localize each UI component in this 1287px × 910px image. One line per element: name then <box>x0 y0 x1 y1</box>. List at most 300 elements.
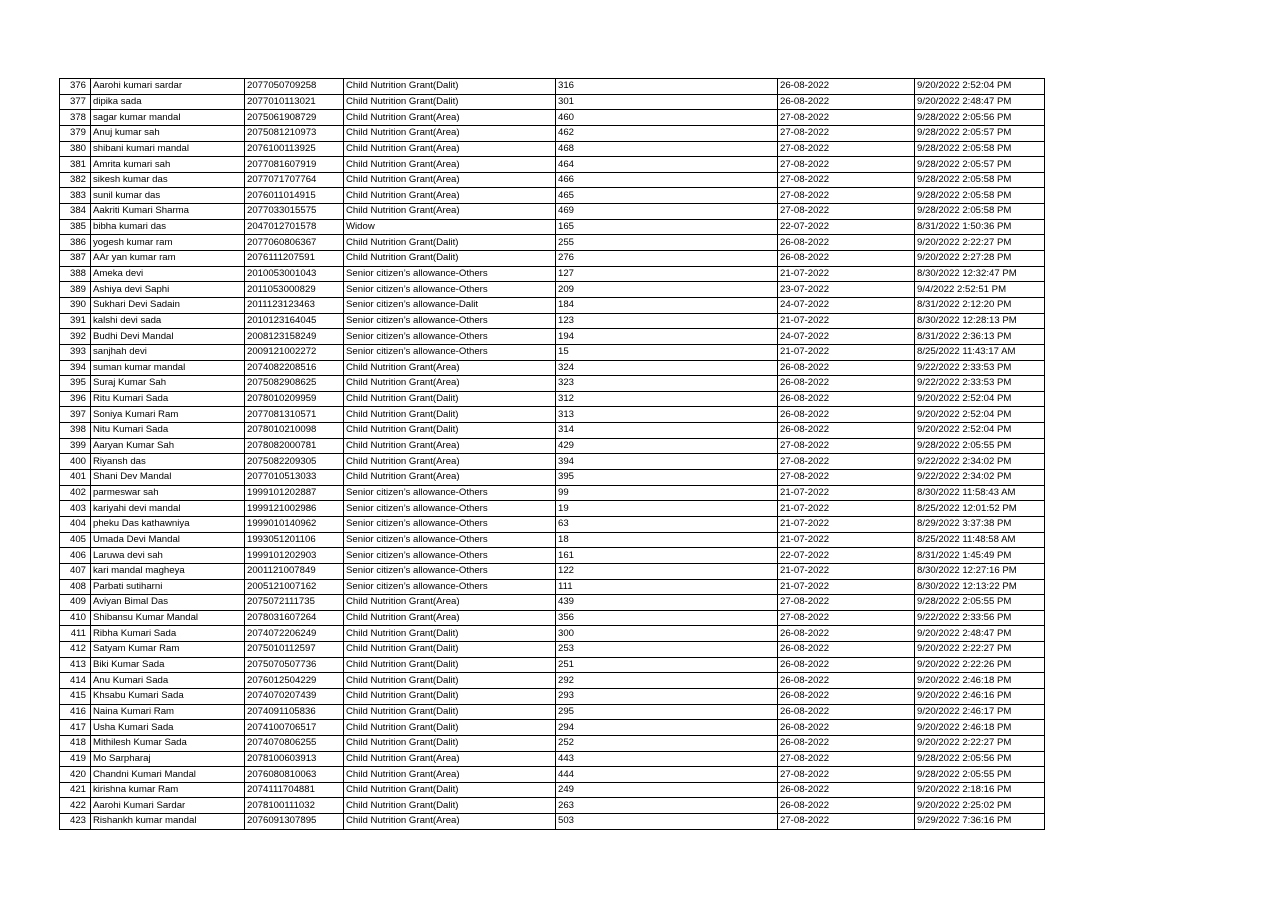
allowance-type-cell: Child Nutrition Grant(Area) <box>344 610 556 626</box>
table-row <box>60 532 1045 548</box>
code-cell: 312 <box>556 391 778 407</box>
name-cell: Ashiya devi Saphi <box>91 282 245 298</box>
serial-number-cell: 392 <box>60 329 91 345</box>
allowance-type-cell: Child Nutrition Grant(Dalit) <box>344 391 556 407</box>
serial-number-cell: 404 <box>60 516 91 532</box>
id-number-cell: 2077050709258 <box>245 79 344 95</box>
date-cell: 21-07-2022 <box>778 501 915 517</box>
allowance-type-cell: Child Nutrition Grant(Area) <box>344 360 556 376</box>
id-number-cell: 2078010209959 <box>245 391 344 407</box>
name-cell: dipika sada <box>91 94 245 110</box>
date-cell: 26-08-2022 <box>778 235 915 251</box>
name-cell: Sukhari Devi Sadain <box>91 297 245 313</box>
allowance-type-cell: Child Nutrition Grant(Area) <box>344 751 556 767</box>
allowance-type-cell: Child Nutrition Grant(Area) <box>344 204 556 220</box>
name-cell: Ribha Kumari Sada <box>91 626 245 642</box>
timestamp-cell: 9/28/2022 2:05:57 PM <box>915 125 1045 141</box>
name-cell: sanjhah devi <box>91 344 245 360</box>
serial-number-cell: 418 <box>60 735 91 751</box>
allowance-type-cell: Child Nutrition Grant(Area) <box>344 157 556 173</box>
table-row <box>60 251 1045 267</box>
id-number-cell: 2077010513033 <box>245 470 344 486</box>
serial-number-cell: 390 <box>60 297 91 313</box>
code-cell: 19 <box>556 501 778 517</box>
timestamp-cell: 9/20/2022 2:22:26 PM <box>915 657 1045 673</box>
allowance-type-cell: Child Nutrition Grant(Area) <box>344 438 556 454</box>
name-cell: sagar kumar mandal <box>91 110 245 126</box>
id-number-cell: 2078100111032 <box>245 798 344 814</box>
code-cell: 253 <box>556 642 778 658</box>
name-cell: Suraj Kumar Sah <box>91 376 245 392</box>
id-number-cell: 2075070507736 <box>245 657 344 673</box>
timestamp-cell: 8/31/2022 2:12:20 PM <box>915 297 1045 313</box>
id-number-cell: 2075082209305 <box>245 454 344 470</box>
name-cell: yogesh kumar ram <box>91 235 245 251</box>
code-cell: 249 <box>556 782 778 798</box>
id-number-cell: 2074070806255 <box>245 735 344 751</box>
code-cell: 293 <box>556 688 778 704</box>
code-cell: 394 <box>556 454 778 470</box>
date-cell: 26-08-2022 <box>778 735 915 751</box>
timestamp-cell: 9/20/2022 2:46:18 PM <box>915 720 1045 736</box>
name-cell: Anu Kumari Sada <box>91 673 245 689</box>
serial-number-cell: 406 <box>60 548 91 564</box>
allowance-type-cell: Child Nutrition Grant(Dalit) <box>344 720 556 736</box>
serial-number-cell: 405 <box>60 532 91 548</box>
table-row <box>60 282 1045 298</box>
timestamp-cell: 9/20/2022 2:46:16 PM <box>915 688 1045 704</box>
name-cell: kariyahi devi mandal <box>91 501 245 517</box>
allowance-type-cell: Child Nutrition Grant(Area) <box>344 172 556 188</box>
id-number-cell: 2008123158249 <box>245 329 344 345</box>
id-number-cell: 2075010112597 <box>245 642 344 658</box>
allowance-type-cell: Senior citizen’s allowance-Others <box>344 485 556 501</box>
code-cell: 295 <box>556 704 778 720</box>
allowance-type-cell: Child Nutrition Grant(Dalit) <box>344 673 556 689</box>
timestamp-cell: 9/22/2022 2:33:56 PM <box>915 610 1045 626</box>
allowance-type-cell: Child Nutrition Grant(Area) <box>344 110 556 126</box>
date-cell: 27-08-2022 <box>778 470 915 486</box>
allowance-type-cell: Child Nutrition Grant(Area) <box>344 767 556 783</box>
timestamp-cell: 9/20/2022 2:48:47 PM <box>915 626 1045 642</box>
allowance-type-cell: Senior citizen’s allowance-Others <box>344 579 556 595</box>
serial-number-cell: 380 <box>60 141 91 157</box>
timestamp-cell: 8/30/2022 12:32:47 PM <box>915 266 1045 282</box>
allowance-type-cell: Senior citizen’s allowance-Others <box>344 282 556 298</box>
name-cell: Aarohi kumari sardar <box>91 79 245 95</box>
date-cell: 27-08-2022 <box>778 157 915 173</box>
timestamp-cell: 9/28/2022 2:05:56 PM <box>915 110 1045 126</box>
id-number-cell: 2077081310571 <box>245 407 344 423</box>
date-cell: 24-07-2022 <box>778 297 915 313</box>
id-number-cell: 2078100603913 <box>245 751 344 767</box>
code-cell: 63 <box>556 516 778 532</box>
table-row <box>60 204 1045 220</box>
date-cell: 26-08-2022 <box>778 657 915 673</box>
beneficiary-table <box>59 78 1045 830</box>
code-cell: 469 <box>556 204 778 220</box>
date-cell: 27-08-2022 <box>778 595 915 611</box>
id-number-cell: 1999101202903 <box>245 548 344 564</box>
code-cell: 122 <box>556 563 778 579</box>
timestamp-cell: 8/30/2022 11:58:43 AM <box>915 485 1045 501</box>
code-cell: 356 <box>556 610 778 626</box>
id-number-cell: 2074070207439 <box>245 688 344 704</box>
date-cell: 26-08-2022 <box>778 642 915 658</box>
table-row <box>60 360 1045 376</box>
id-number-cell: 2075081210973 <box>245 125 344 141</box>
name-cell: Naina Kumari Ram <box>91 704 245 720</box>
table-row <box>60 266 1045 282</box>
serial-number-cell: 416 <box>60 704 91 720</box>
timestamp-cell: 9/4/2022 2:52:51 PM <box>915 282 1045 298</box>
timestamp-cell: 9/22/2022 2:33:53 PM <box>915 376 1045 392</box>
serial-number-cell: 397 <box>60 407 91 423</box>
table-row <box>60 626 1045 642</box>
timestamp-cell: 8/30/2022 12:13:22 PM <box>915 579 1045 595</box>
date-cell: 21-07-2022 <box>778 579 915 595</box>
table-row <box>60 219 1045 235</box>
table-row <box>60 344 1045 360</box>
table-row <box>60 423 1045 439</box>
table-row <box>60 157 1045 173</box>
serial-number-cell: 409 <box>60 595 91 611</box>
date-cell: 26-08-2022 <box>778 251 915 267</box>
table-row <box>60 110 1045 126</box>
date-cell: 26-08-2022 <box>778 376 915 392</box>
timestamp-cell: 9/22/2022 2:34:02 PM <box>915 454 1045 470</box>
code-cell: 444 <box>556 767 778 783</box>
table-row <box>60 79 1045 95</box>
serial-number-cell: 401 <box>60 470 91 486</box>
id-number-cell: 2077060806367 <box>245 235 344 251</box>
table-row <box>60 735 1045 751</box>
table-row <box>60 704 1045 720</box>
timestamp-cell: 9/20/2022 2:52:04 PM <box>915 391 1045 407</box>
code-cell: 276 <box>556 251 778 267</box>
serial-number-cell: 395 <box>60 376 91 392</box>
serial-number-cell: 411 <box>60 626 91 642</box>
code-cell: 111 <box>556 579 778 595</box>
id-number-cell: 2078082000781 <box>245 438 344 454</box>
code-cell: 466 <box>556 172 778 188</box>
id-number-cell: 2076080810063 <box>245 767 344 783</box>
id-number-cell: 2011053000829 <box>245 282 344 298</box>
id-number-cell: 2005121007162 <box>245 579 344 595</box>
timestamp-cell: 9/22/2022 2:34:02 PM <box>915 470 1045 486</box>
serial-number-cell: 376 <box>60 79 91 95</box>
name-cell: Khsabu Kumari Sada <box>91 688 245 704</box>
id-number-cell: 2076011014915 <box>245 188 344 204</box>
id-number-cell: 2075061908729 <box>245 110 344 126</box>
date-cell: 26-08-2022 <box>778 94 915 110</box>
name-cell: Anuj kumar sah <box>91 125 245 141</box>
code-cell: 465 <box>556 188 778 204</box>
serial-number-cell: 410 <box>60 610 91 626</box>
table-row <box>60 470 1045 486</box>
allowance-type-cell: Senior citizen’s allowance-Others <box>344 532 556 548</box>
table-row <box>60 438 1045 454</box>
date-cell: 27-08-2022 <box>778 454 915 470</box>
timestamp-cell: 8/31/2022 2:36:13 PM <box>915 329 1045 345</box>
date-cell: 21-07-2022 <box>778 532 915 548</box>
allowance-type-cell: Child Nutrition Grant(Dalit) <box>344 251 556 267</box>
timestamp-cell: 9/28/2022 2:05:55 PM <box>915 767 1045 783</box>
name-cell: Ritu Kumari Sada <box>91 391 245 407</box>
date-cell: 27-08-2022 <box>778 125 915 141</box>
table-row <box>60 563 1045 579</box>
timestamp-cell: 8/25/2022 12:01:52 PM <box>915 501 1045 517</box>
date-cell: 26-08-2022 <box>778 720 915 736</box>
date-cell: 24-07-2022 <box>778 329 915 345</box>
id-number-cell: 2010123164045 <box>245 313 344 329</box>
table-row <box>60 235 1045 251</box>
code-cell: 165 <box>556 219 778 235</box>
timestamp-cell: 9/28/2022 2:05:56 PM <box>915 751 1045 767</box>
id-number-cell: 1993051201106 <box>245 532 344 548</box>
timestamp-cell: 9/20/2022 2:46:17 PM <box>915 704 1045 720</box>
timestamp-cell: 8/30/2022 12:27:16 PM <box>915 563 1045 579</box>
name-cell: Ameka devi <box>91 266 245 282</box>
table-row <box>60 376 1045 392</box>
id-number-cell: 2076111207591 <box>245 251 344 267</box>
serial-number-cell: 382 <box>60 172 91 188</box>
timestamp-cell: 8/31/2022 1:50:36 PM <box>915 219 1045 235</box>
serial-number-cell: 386 <box>60 235 91 251</box>
timestamp-cell: 9/22/2022 2:33:53 PM <box>915 360 1045 376</box>
id-number-cell: 2075072111735 <box>245 595 344 611</box>
code-cell: 464 <box>556 157 778 173</box>
allowance-type-cell: Child Nutrition Grant(Dalit) <box>344 423 556 439</box>
code-cell: 252 <box>556 735 778 751</box>
code-cell: 251 <box>556 657 778 673</box>
allowance-type-cell: Widow <box>344 219 556 235</box>
id-number-cell: 2074111704881 <box>245 782 344 798</box>
date-cell: 26-08-2022 <box>778 360 915 376</box>
id-number-cell: 1999101202887 <box>245 485 344 501</box>
code-cell: 462 <box>556 125 778 141</box>
code-cell: 255 <box>556 235 778 251</box>
allowance-type-cell: Senior citizen’s allowance-Others <box>344 516 556 532</box>
code-cell: 161 <box>556 548 778 564</box>
timestamp-cell: 9/20/2022 2:27:28 PM <box>915 251 1045 267</box>
name-cell: Aakriti Kumari Sharma <box>91 204 245 220</box>
date-cell: 26-08-2022 <box>778 423 915 439</box>
name-cell: parmeswar sah <box>91 485 245 501</box>
serial-number-cell: 377 <box>60 94 91 110</box>
allowance-type-cell: Senior citizen’s allowance-Others <box>344 501 556 517</box>
table-row <box>60 297 1045 313</box>
allowance-type-cell: Child Nutrition Grant(Area) <box>344 188 556 204</box>
table-row <box>60 751 1045 767</box>
allowance-type-cell: Child Nutrition Grant(Dalit) <box>344 79 556 95</box>
code-cell: 314 <box>556 423 778 439</box>
name-cell: Budhi Devi Mandal <box>91 329 245 345</box>
name-cell: Shibansu Kumar Mandal <box>91 610 245 626</box>
name-cell: Laruwa devi sah <box>91 548 245 564</box>
serial-number-cell: 419 <box>60 751 91 767</box>
name-cell: Riyansh das <box>91 454 245 470</box>
name-cell: Aaryan Kumar Sah <box>91 438 245 454</box>
name-cell: Aviyan Bimal Das <box>91 595 245 611</box>
name-cell: kari mandal magheya <box>91 563 245 579</box>
id-number-cell: 2047012701578 <box>245 219 344 235</box>
date-cell: 27-08-2022 <box>778 141 915 157</box>
table-row <box>60 798 1045 814</box>
timestamp-cell: 9/20/2022 2:22:27 PM <box>915 642 1045 658</box>
date-cell: 22-07-2022 <box>778 548 915 564</box>
date-cell: 26-08-2022 <box>778 704 915 720</box>
serial-number-cell: 394 <box>60 360 91 376</box>
name-cell: Mo Sarpharaj <box>91 751 245 767</box>
code-cell: 127 <box>556 266 778 282</box>
table-row <box>60 579 1045 595</box>
code-cell: 292 <box>556 673 778 689</box>
id-number-cell: 2074100706517 <box>245 720 344 736</box>
id-number-cell: 2078031607264 <box>245 610 344 626</box>
code-cell: 429 <box>556 438 778 454</box>
name-cell: sikesh kumar das <box>91 172 245 188</box>
allowance-type-cell: Child Nutrition Grant(Area) <box>344 470 556 486</box>
code-cell: 316 <box>556 79 778 95</box>
name-cell: Chandni Kumari Mandal <box>91 767 245 783</box>
table-row <box>60 329 1045 345</box>
timestamp-cell: 9/20/2022 2:18:16 PM <box>915 782 1045 798</box>
allowance-type-cell: Senior citizen’s allowance-Dalit <box>344 297 556 313</box>
code-cell: 209 <box>556 282 778 298</box>
id-number-cell: 2001121007849 <box>245 563 344 579</box>
allowance-type-cell: Child Nutrition Grant(Area) <box>344 125 556 141</box>
id-number-cell: 2011123123463 <box>245 297 344 313</box>
date-cell: 27-08-2022 <box>778 438 915 454</box>
code-cell: 194 <box>556 329 778 345</box>
code-cell: 99 <box>556 485 778 501</box>
id-number-cell: 2075082908625 <box>245 376 344 392</box>
table-row <box>60 407 1045 423</box>
name-cell: Usha Kumari Sada <box>91 720 245 736</box>
code-cell: 503 <box>556 814 778 830</box>
table-row <box>60 814 1045 830</box>
date-cell: 27-08-2022 <box>778 751 915 767</box>
code-cell: 323 <box>556 376 778 392</box>
allowance-type-cell: Child Nutrition Grant(Dalit) <box>344 657 556 673</box>
table-row <box>60 657 1045 673</box>
date-cell: 26-08-2022 <box>778 407 915 423</box>
id-number-cell: 2076091307895 <box>245 814 344 830</box>
id-number-cell: 2077033015575 <box>245 204 344 220</box>
serial-number-cell: 387 <box>60 251 91 267</box>
serial-number-cell: 414 <box>60 673 91 689</box>
serial-number-cell: 389 <box>60 282 91 298</box>
serial-number-cell: 383 <box>60 188 91 204</box>
timestamp-cell: 9/28/2022 2:05:55 PM <box>915 595 1045 611</box>
table-row <box>60 720 1045 736</box>
name-cell: Rishankh kumar mandal <box>91 814 245 830</box>
date-cell: 26-08-2022 <box>778 798 915 814</box>
allowance-type-cell: Child Nutrition Grant(Dalit) <box>344 235 556 251</box>
date-cell: 26-08-2022 <box>778 688 915 704</box>
name-cell: Amrita kumari sah <box>91 157 245 173</box>
timestamp-cell: 9/28/2022 2:05:58 PM <box>915 172 1045 188</box>
serial-number-cell: 388 <box>60 266 91 282</box>
serial-number-cell: 384 <box>60 204 91 220</box>
allowance-type-cell: Child Nutrition Grant(Dalit) <box>344 94 556 110</box>
table-row <box>60 548 1045 564</box>
id-number-cell: 2078010210098 <box>245 423 344 439</box>
serial-number-cell: 393 <box>60 344 91 360</box>
table-row <box>60 188 1045 204</box>
code-cell: 300 <box>556 626 778 642</box>
table-row <box>60 454 1045 470</box>
name-cell: Aarohi Kumari Sardar <box>91 798 245 814</box>
id-number-cell: 2074082208516 <box>245 360 344 376</box>
table-row <box>60 141 1045 157</box>
allowance-type-cell: Senior citizen’s allowance-Others <box>344 266 556 282</box>
timestamp-cell: 9/20/2022 2:48:47 PM <box>915 94 1045 110</box>
table-row <box>60 782 1045 798</box>
code-cell: 263 <box>556 798 778 814</box>
table-row <box>60 767 1045 783</box>
id-number-cell: 2077071707764 <box>245 172 344 188</box>
table-row <box>60 501 1045 517</box>
date-cell: 26-08-2022 <box>778 79 915 95</box>
name-cell: Nitu Kumari Sada <box>91 423 245 439</box>
id-number-cell: 2076012504229 <box>245 673 344 689</box>
id-number-cell: 2076100113925 <box>245 141 344 157</box>
allowance-type-cell: Senior citizen’s allowance-Others <box>344 344 556 360</box>
allowance-type-cell: Child Nutrition Grant(Dalit) <box>344 735 556 751</box>
id-number-cell: 2077010113021 <box>245 94 344 110</box>
id-number-cell: 1999121002986 <box>245 501 344 517</box>
allowance-type-cell: Child Nutrition Grant(Dalit) <box>344 407 556 423</box>
serial-number-cell: 415 <box>60 688 91 704</box>
table-row <box>60 94 1045 110</box>
date-cell: 27-08-2022 <box>778 204 915 220</box>
serial-number-cell: 400 <box>60 454 91 470</box>
timestamp-cell: 9/28/2022 2:05:55 PM <box>915 438 1045 454</box>
timestamp-cell: 9/28/2022 2:05:57 PM <box>915 157 1045 173</box>
table-row <box>60 688 1045 704</box>
allowance-type-cell: Child Nutrition Grant(Area) <box>344 814 556 830</box>
date-cell: 27-08-2022 <box>778 610 915 626</box>
code-cell: 294 <box>556 720 778 736</box>
table-row <box>60 642 1045 658</box>
timestamp-cell: 8/29/2022 3:37:38 PM <box>915 516 1045 532</box>
serial-number-cell: 391 <box>60 313 91 329</box>
serial-number-cell: 403 <box>60 501 91 517</box>
allowance-type-cell: Child Nutrition Grant(Dalit) <box>344 798 556 814</box>
serial-number-cell: 422 <box>60 798 91 814</box>
name-cell: Satyam Kumar Ram <box>91 642 245 658</box>
timestamp-cell: 9/20/2022 2:52:04 PM <box>915 407 1045 423</box>
allowance-type-cell: Senior citizen’s allowance-Others <box>344 563 556 579</box>
serial-number-cell: 399 <box>60 438 91 454</box>
serial-number-cell: 402 <box>60 485 91 501</box>
serial-number-cell: 378 <box>60 110 91 126</box>
name-cell: sunil kumar das <box>91 188 245 204</box>
timestamp-cell: 9/20/2022 2:22:27 PM <box>915 735 1045 751</box>
serial-number-cell: 385 <box>60 219 91 235</box>
date-cell: 21-07-2022 <box>778 485 915 501</box>
date-cell: 21-07-2022 <box>778 266 915 282</box>
serial-number-cell: 412 <box>60 642 91 658</box>
timestamp-cell: 9/28/2022 2:05:58 PM <box>915 141 1045 157</box>
date-cell: 27-08-2022 <box>778 814 915 830</box>
code-cell: 468 <box>556 141 778 157</box>
serial-number-cell: 421 <box>60 782 91 798</box>
allowance-type-cell: Child Nutrition Grant(Dalit) <box>344 642 556 658</box>
name-cell: Mithilesh Kumar Sada <box>91 735 245 751</box>
